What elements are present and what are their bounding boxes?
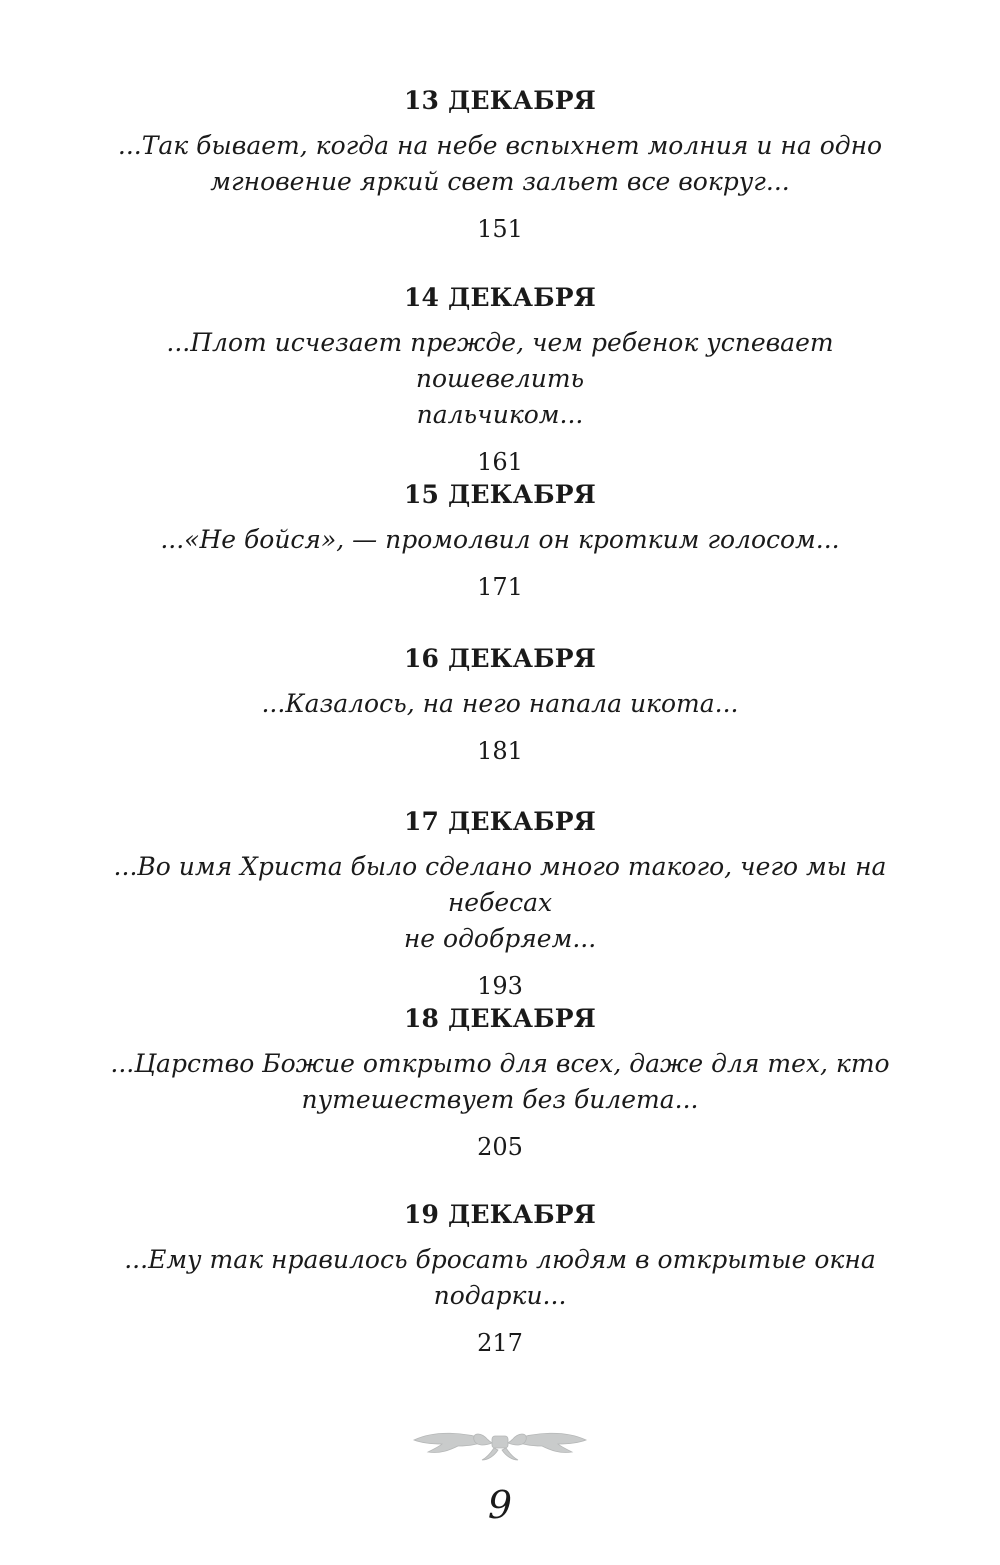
quote-line: ...Ему так нравилось бросать людям в открытые окна — [124, 1245, 876, 1274]
quote-line: мгновение яркий свет зальет все вокруг... — [210, 167, 790, 196]
entry-quote — [0, 325, 1000, 433]
entry-quote — [0, 128, 1000, 200]
quote-line: не одобряем... — [403, 924, 597, 953]
quote-line: подарки... — [433, 1281, 567, 1310]
toc-entry-16-december — [0, 642, 1000, 768]
quote-line: ...Казалось, на него напала икота... — [261, 689, 739, 718]
entry-date: 15 ДЕКАБРЯ — [403, 480, 597, 509]
toc-entry-17-december — [0, 805, 1000, 1003]
toc-entry-13-december — [0, 84, 1000, 246]
entry-date: 19 ДЕКАБРЯ — [403, 1200, 597, 1229]
entry-quote — [0, 522, 1000, 558]
entry-quote — [0, 1046, 1000, 1118]
quote-line: ...Во имя Христа было сделано много такого, чего мы на небесах — [113, 852, 887, 917]
entry-quote — [0, 849, 1000, 957]
entry-quote — [0, 1242, 1000, 1314]
entry-page-number: 193 — [477, 972, 523, 1000]
entry-page-number: 151 — [477, 215, 523, 243]
toc-entry-15-december — [0, 478, 1000, 604]
entry-page-number: 161 — [477, 448, 523, 476]
entry-date: 18 ДЕКАБРЯ — [403, 1004, 597, 1033]
bow-ornament-icon — [410, 1426, 590, 1462]
quote-line: ...Царство Божие открыто для всех, даже для тех, кто — [110, 1049, 890, 1078]
quote-line: путешествует без билета... — [301, 1085, 699, 1114]
entry-date: 17 ДЕКАБРЯ — [403, 807, 597, 836]
toc-entry-19-december — [0, 1198, 1000, 1360]
entry-page-number: 217 — [477, 1329, 523, 1357]
folio-page-number: 9 — [487, 1483, 513, 1527]
quote-line: ...Плот исчезает прежде, чем ребенок успевает пошевелить — [166, 328, 834, 393]
entry-date: 14 ДЕКАБРЯ — [403, 283, 597, 312]
quote-line: ...«Не бойся», — промолвил он кротким голосом... — [160, 525, 840, 554]
quote-line: пальчиком... — [416, 400, 584, 429]
entry-page-number: 171 — [477, 573, 523, 601]
entry-quote — [0, 686, 1000, 722]
toc-entry-14-december — [0, 281, 1000, 479]
toc-entry-18-december — [0, 1002, 1000, 1164]
entry-page-number: 205 — [477, 1133, 523, 1161]
entry-date: 13 ДЕКАБРЯ — [403, 86, 597, 115]
entry-page-number: 181 — [477, 737, 523, 765]
entry-date: 16 ДЕКАБРЯ — [403, 644, 597, 673]
quote-line: ...Так бывает, когда на небе вспыхнет молния и на одно — [117, 131, 883, 160]
